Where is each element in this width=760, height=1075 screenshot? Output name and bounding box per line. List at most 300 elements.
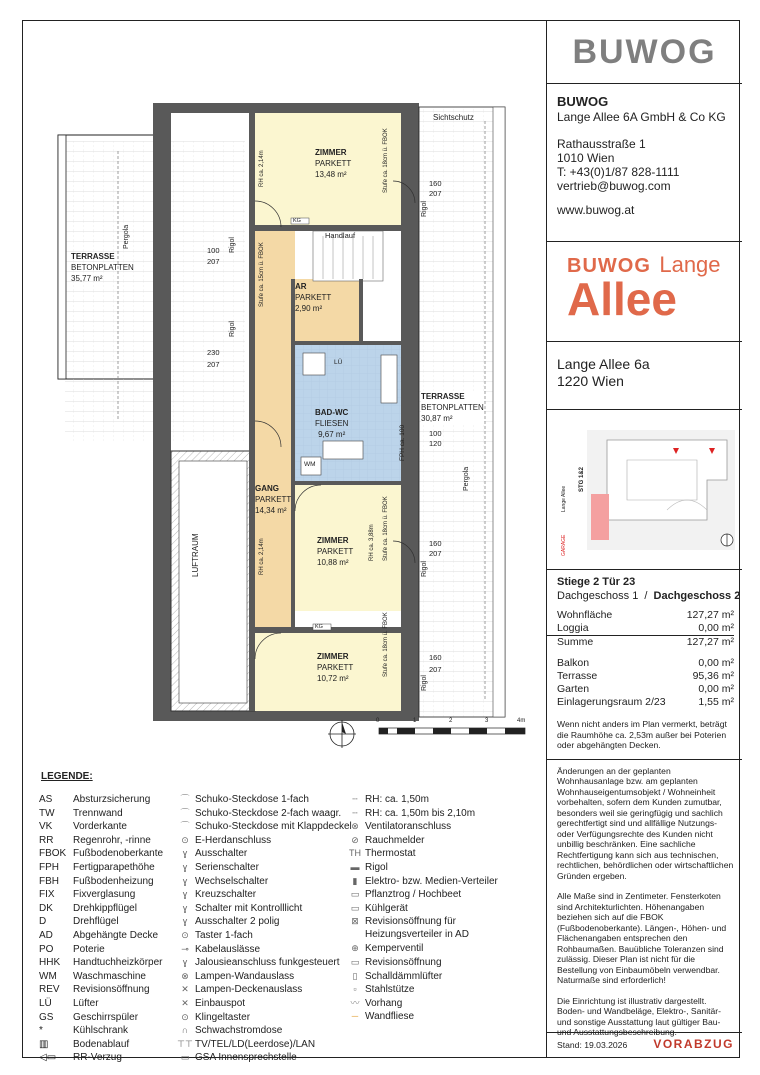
legend-row bbox=[345, 820, 515, 834]
legend-text: Absturzsicherung bbox=[73, 794, 151, 805]
legend-text: Bodenablauf bbox=[73, 1038, 130, 1050]
legend-row bbox=[345, 942, 515, 956]
legend-text: Ausschalter 2 polig bbox=[195, 916, 280, 928]
legend-row bbox=[175, 1011, 352, 1025]
legend-text: Stahlstütze bbox=[365, 984, 415, 996]
room-name: ZIMMER bbox=[317, 536, 349, 545]
north-arrow-icon bbox=[328, 720, 356, 748]
area-value: 95,36 m² bbox=[692, 670, 734, 682]
label-stufe-1: Stufe ca. 18cm ü. FBOK bbox=[383, 128, 389, 193]
legend-row bbox=[39, 1024, 163, 1038]
legend-row bbox=[345, 861, 515, 875]
legend-code: ▥ bbox=[39, 1038, 49, 1050]
area-value: 0,00 m² bbox=[698, 683, 734, 695]
info-sidebar bbox=[546, 21, 742, 1057]
plan-label-sichtschutz: Sichtschutz bbox=[433, 113, 474, 122]
legend-row bbox=[345, 807, 515, 821]
legend-text: Fixverglasung bbox=[73, 889, 136, 901]
legend-row bbox=[39, 997, 163, 1011]
room-floor: PARKETT bbox=[317, 663, 354, 672]
note-room-height: Wenn nicht anders im Plan vermerkt, beträgt die Raumhöhe ca. 2,53m außer bei Poterien oder abgehängten Decken. bbox=[547, 719, 742, 760]
legend-text: Vorderkante bbox=[73, 821, 127, 833]
legend-electrical bbox=[175, 793, 352, 1065]
legend-text: Thermostat bbox=[365, 848, 416, 860]
legend-symbol-icon: ▭ bbox=[350, 956, 360, 967]
legend-row bbox=[39, 943, 163, 957]
draft-stamp: VORABZUG bbox=[653, 1037, 734, 1051]
legend-other bbox=[345, 793, 515, 1024]
legend-row bbox=[39, 983, 163, 997]
legend-row bbox=[175, 956, 352, 970]
dim-207-right-2: 207 bbox=[429, 549, 442, 558]
legend-row bbox=[175, 902, 352, 916]
legend-symbol-icon: ▮ bbox=[352, 875, 358, 886]
legend-code: GS bbox=[39, 1011, 54, 1023]
legend-text: Schalldämmlüfter bbox=[365, 970, 443, 982]
legend-row bbox=[175, 1024, 352, 1038]
room-name: ZIMMER bbox=[315, 148, 347, 157]
legend-text: Schalter mit Kontrolllicht bbox=[195, 902, 303, 914]
label-pergola-left: Pergola bbox=[123, 224, 130, 249]
buwog-logo-section bbox=[547, 21, 742, 84]
legend-text: Lüfter bbox=[73, 997, 99, 1009]
legend-symbol-icon: ɣ bbox=[182, 957, 188, 968]
project-address-section bbox=[547, 342, 742, 410]
legend-text: Elektro- bzw. Medien-Verteiler bbox=[365, 875, 498, 887]
project-logo-section bbox=[547, 242, 742, 342]
legend-row bbox=[175, 929, 352, 943]
legend-text: RH: ca. 1,50m bis 2,10m bbox=[365, 807, 476, 819]
legend-text: RR-Verzug bbox=[73, 1052, 122, 1064]
plan-date: Stand: 19.03.2026 bbox=[557, 1040, 628, 1050]
legend-row bbox=[175, 847, 352, 861]
room-label-bad-wc bbox=[315, 407, 348, 440]
buwog-logo: BUWOG bbox=[572, 33, 717, 71]
legend-row bbox=[175, 970, 352, 984]
legend-row bbox=[345, 888, 515, 902]
site-plan-map bbox=[547, 410, 742, 570]
room-area: 14,34 m² bbox=[255, 506, 287, 515]
legend-text: Ausschalter bbox=[195, 848, 248, 860]
label-kg-2: KG bbox=[315, 624, 323, 630]
unit-level-current: Dachgeschoss 2 bbox=[653, 590, 741, 602]
legend-row bbox=[175, 943, 352, 957]
legend-row bbox=[345, 847, 515, 861]
legend-symbol-icon: 〰 bbox=[350, 997, 360, 1008]
legend-code: FBOK bbox=[39, 848, 67, 860]
room-area: 30,87 m² bbox=[421, 414, 453, 423]
legend bbox=[35, 769, 545, 1064]
dim-207-left: 207 bbox=[207, 257, 220, 266]
legend-code: * bbox=[39, 1025, 43, 1037]
legend-text: Fußbodenoberkante bbox=[73, 848, 164, 860]
legend-text: Kreuzschalter bbox=[195, 889, 257, 901]
company-street: Rathausstraße 1 bbox=[557, 137, 646, 151]
area-label: Terrasse bbox=[557, 670, 598, 682]
outer-wall-left bbox=[153, 103, 171, 479]
legend-row bbox=[345, 956, 515, 970]
scale-label-1: 1 bbox=[413, 718, 417, 724]
area-value: 0,00 m² bbox=[698, 622, 734, 634]
area-value: 1,55 m² bbox=[698, 696, 734, 708]
unit-level-separator: / bbox=[644, 590, 648, 602]
project-logo-lange: Lange bbox=[659, 252, 721, 277]
scale-bar bbox=[379, 728, 525, 734]
room-name: BAD-WC bbox=[315, 408, 349, 417]
room-area: 10,88 m² bbox=[317, 558, 349, 567]
legend-row bbox=[39, 1038, 163, 1052]
legend-symbol-icon: ɣ bbox=[182, 848, 188, 859]
legend-text: Trennwand bbox=[73, 807, 123, 819]
legend-code: DK bbox=[39, 902, 53, 914]
site-plan-section bbox=[547, 410, 742, 570]
legend-text: Schuko-Steckdose 1-fach bbox=[195, 794, 309, 805]
dim-100-left: 100 bbox=[207, 246, 220, 255]
legend-text: TV/TEL/LD(Leerdose)/LAN bbox=[195, 1038, 316, 1050]
legend-code: FBH bbox=[39, 875, 59, 887]
legend-symbol-icon: ▯ bbox=[352, 970, 358, 981]
area-row bbox=[547, 696, 742, 709]
room-floor: PARKETT bbox=[315, 159, 352, 168]
legend-code: TW bbox=[39, 807, 55, 819]
dim-207-left-2: 207 bbox=[207, 360, 220, 369]
legend-code: WM bbox=[39, 970, 57, 982]
legend-symbol-icon: ɣ bbox=[182, 902, 188, 913]
legend-code: RR bbox=[39, 834, 54, 846]
legend-row bbox=[39, 875, 163, 889]
legend-code: AD bbox=[39, 929, 53, 941]
room-label-terrasse-left bbox=[71, 251, 134, 284]
legend-text: Revisionsöffnung für Heizungsverteiler in AD bbox=[365, 916, 469, 941]
legend-row bbox=[39, 861, 163, 875]
legend-row bbox=[175, 875, 352, 889]
legend-code: D bbox=[39, 916, 47, 928]
area-row bbox=[547, 636, 742, 649]
label-rh-gang: RH ca. 2,14m bbox=[259, 538, 265, 575]
area-row bbox=[547, 609, 742, 622]
room-area: 10,72 m² bbox=[317, 674, 349, 683]
legend-text: Fertigparapethöhe bbox=[73, 861, 155, 873]
room-label-gang bbox=[255, 483, 291, 516]
plan-label-luftraum: LUFTRAUM bbox=[191, 533, 200, 577]
room-name: AR bbox=[295, 282, 307, 291]
room-area: 13,48 m² bbox=[315, 170, 347, 179]
company-email[interactable]: vertrieb@buwog.com bbox=[557, 179, 671, 193]
project-logo-buwog: BUWOG bbox=[567, 255, 651, 277]
company-web[interactable]: www.buwog.at bbox=[557, 203, 635, 217]
area-row bbox=[547, 683, 742, 696]
legend-code: PO bbox=[39, 943, 54, 955]
area-label: Wohnfläche bbox=[557, 609, 613, 621]
scale-label-4: 4m bbox=[517, 718, 526, 724]
scale-label-2: 2 bbox=[449, 718, 453, 724]
legend-row bbox=[345, 915, 515, 942]
legend-text: Waschmaschine bbox=[73, 970, 146, 982]
legend-symbol-icon: ▭ bbox=[180, 1052, 190, 1063]
legend-row bbox=[345, 970, 515, 984]
legend-row bbox=[345, 875, 515, 889]
label-rigol-5: Rigol bbox=[421, 675, 428, 691]
legend-text: Revisionsöffnung bbox=[365, 956, 442, 968]
legend-text: Schuko-Steckdose mit Klappdeckel bbox=[195, 821, 352, 833]
legend-text: Abgehängte Decke bbox=[73, 929, 159, 941]
note-measures: Alle Maße sind in Zentimeter. Fensterkoten sind Architekturlichten. Höhenangaben beziehen sich auf die FBOK (Fußbodenoberkante). Längen-, Höhen- und Flächenangaben entsprechen den Rohbaumaßen. Bauübliche Toleranzen sind zulässig. Dieser Plan ist nicht für die Bestellung von Einbaumöbeln verwendbar. Naturmaße sind erforderlich! bbox=[557, 891, 727, 985]
area-label: Loggia bbox=[557, 622, 589, 634]
legend-symbol-icon: ⊸ bbox=[181, 943, 189, 954]
note-illustration: Die Einrichtung ist illustrativ dargestellt. Boden- und Wandbeläge, Elektro-, Sanitär- und sonstige Ausstattung laut gültiger Bau- und Ausstattungsbeschreibung. bbox=[557, 995, 722, 1037]
legend-row bbox=[175, 888, 352, 902]
legend-text: Wechselschalter bbox=[195, 875, 269, 887]
area-label: Einlagerungsraum 2/23 bbox=[557, 696, 666, 708]
outer-wall-top bbox=[153, 103, 419, 113]
label-lu: LÜ bbox=[334, 359, 343, 366]
legend-text: Schuko-Steckdose 2-fach waagr. bbox=[195, 807, 342, 819]
legend-text: Kühlschrank bbox=[73, 1025, 129, 1037]
label-rh-zimmer1: RH ca. 2,14m bbox=[259, 150, 265, 187]
legend-code: REV bbox=[39, 984, 60, 996]
legend-text: Klingeltaster bbox=[195, 1011, 251, 1023]
site-label-stg: STG 1&2 bbox=[579, 466, 585, 492]
legend-code: ◁▭ bbox=[39, 1052, 57, 1064]
legend-abbreviations bbox=[39, 793, 163, 1065]
unit-levels bbox=[547, 589, 742, 603]
room-floor: PARKETT bbox=[295, 293, 332, 302]
legend-row bbox=[345, 834, 515, 848]
legend-row bbox=[175, 834, 352, 848]
legend-text: Regenrohr, -rinne bbox=[73, 834, 151, 846]
project-address-line1: Lange Allee 6a bbox=[557, 356, 650, 372]
legend-code: LÜ bbox=[39, 997, 52, 1009]
note-changes: Änderungen an der geplanten Wohnhausanlage bzw. am geplanten Wohnhauseigentumsobjekt / Wohneinheit vorbehalten, sofern dem Kunden zumutbar, besonders weil sie geringfügig und sachlich gerechtfertigt sind und allfällige Nutzungs- oder Verfügungsrechte des Kunden nicht unbillig beschränken. Eine sachliche Rechtfertigung kann sich aus technischen, rechtlichen, behördlichen oder wirtschaftlichen Gründen ergeben. bbox=[557, 765, 734, 881]
legend-row bbox=[175, 997, 352, 1011]
legend-text: RH: ca. 1,50m bbox=[365, 794, 429, 805]
area-row bbox=[547, 622, 734, 636]
site-label-garage: GARAGE bbox=[561, 534, 567, 556]
room-area: 35,77 m² bbox=[71, 274, 103, 283]
area-label: Garten bbox=[557, 683, 590, 695]
room-floor: PARKETT bbox=[317, 547, 354, 556]
legend-symbol-icon: ⊙ bbox=[181, 929, 189, 940]
legend-text: GSA Innensprechstelle bbox=[195, 1052, 297, 1064]
legend-code: FIX bbox=[39, 889, 55, 901]
room-floor: BETONPLATTEN bbox=[71, 263, 134, 272]
legend-title: LEGENDE: bbox=[41, 771, 93, 782]
room-label-zimmer-3 bbox=[317, 651, 353, 684]
room-name: TERRASSE bbox=[421, 392, 465, 401]
legend-symbol-icon: ⊤⊤ bbox=[177, 1038, 193, 1049]
legend-symbol-icon: ɣ bbox=[182, 875, 188, 886]
legend-text: Lampen-Wandauslass bbox=[195, 970, 295, 982]
legend-symbol-icon: TH bbox=[349, 848, 361, 859]
floor-plan-drawing bbox=[23, 21, 545, 757]
legend-symbol-icon: ⊗ bbox=[351, 821, 359, 832]
legend-row bbox=[175, 807, 352, 821]
plan-label-handlauf: Handlauf bbox=[325, 231, 356, 240]
legend-row bbox=[39, 1011, 163, 1025]
room-floor: PARKETT bbox=[255, 495, 292, 504]
room-name: TERRASSE bbox=[71, 252, 115, 261]
legend-text: Einbauspot bbox=[195, 997, 246, 1009]
label-rigol-3: Rigol bbox=[421, 201, 428, 217]
footer-stamp bbox=[547, 1032, 742, 1057]
legend-text: Drehflügel bbox=[73, 916, 119, 928]
legend-symbol-icon: ɣ bbox=[182, 889, 188, 900]
legend-row bbox=[175, 1051, 352, 1065]
legend-text: Drehkippflügel bbox=[73, 902, 137, 914]
legend-text: Kemperventil bbox=[365, 943, 424, 955]
legend-text: Serienschalter bbox=[195, 861, 259, 873]
area-value: 0,00 m² bbox=[698, 657, 734, 669]
legend-text: Kabelauslässe bbox=[195, 943, 261, 955]
legend-row bbox=[345, 983, 515, 997]
legend-symbol-icon: ⊙ bbox=[181, 834, 189, 845]
legend-row bbox=[39, 970, 163, 984]
site-label-street: Lange Allee bbox=[561, 485, 567, 512]
area-row bbox=[547, 670, 742, 683]
legend-text: Jalousieanschluss funkgesteuert bbox=[195, 957, 340, 969]
legend-row bbox=[175, 983, 352, 997]
legend-row bbox=[39, 915, 163, 929]
legend-symbol-icon: ⌒ bbox=[180, 794, 190, 804]
label-kg-1: KG bbox=[293, 218, 301, 224]
legend-symbol-icon: ⊕ bbox=[351, 943, 359, 954]
project-logo bbox=[567, 252, 721, 325]
unit-title: Stiege 2 Tür 23 bbox=[557, 576, 636, 588]
legend-row bbox=[39, 888, 163, 902]
label-rigol-2: Rigol bbox=[229, 321, 236, 337]
legend-text: Revisionsöffnung bbox=[73, 984, 150, 996]
legend-code: VK bbox=[39, 821, 53, 833]
label-fph: FPH ca. 100 bbox=[399, 424, 406, 461]
legend-symbol-icon: ▬ bbox=[350, 861, 360, 872]
unit-info-section bbox=[547, 570, 742, 1037]
room-label-zimmer-1 bbox=[315, 147, 351, 180]
legend-symbol-icon: ɣ bbox=[182, 916, 188, 927]
room-label-terrasse-right bbox=[421, 391, 484, 424]
unit-level-1: Dachgeschoss 1 bbox=[557, 590, 639, 602]
room-area: 9,67 m² bbox=[318, 430, 346, 439]
legend-text: Wandfliese bbox=[365, 1011, 415, 1023]
legend-symbol-icon: ⊠ bbox=[351, 916, 359, 927]
legend-symbol-icon: ⌒ bbox=[180, 807, 190, 818]
outer-wall-right bbox=[401, 103, 419, 721]
legend-row bbox=[39, 929, 163, 943]
legend-symbol-icon: ∩ bbox=[181, 1025, 189, 1036]
highlighted-building bbox=[591, 494, 609, 540]
room-label-zimmer-2 bbox=[317, 535, 353, 568]
dim-230-left: 230 bbox=[207, 348, 220, 357]
legend-symbol-icon: ▫ bbox=[353, 984, 357, 995]
area-value: 127,27 m² bbox=[686, 636, 734, 648]
legend-text: Rigol bbox=[365, 861, 388, 873]
legend-text: Handtuchheizkörper bbox=[73, 957, 163, 969]
legend-code: FPH bbox=[39, 861, 59, 873]
legend-code: HHK bbox=[39, 957, 61, 969]
area-row bbox=[547, 657, 742, 670]
legend-symbol-icon: ▭ bbox=[350, 902, 360, 913]
dim-207-right-1: 207 bbox=[429, 189, 442, 198]
legend-row bbox=[39, 807, 163, 821]
legend-row bbox=[175, 793, 352, 807]
legend-text: Rauchmelder bbox=[365, 834, 425, 846]
company-city: 1010 Wien bbox=[557, 151, 615, 165]
room-name: ZIMMER bbox=[317, 652, 349, 661]
legend-row bbox=[345, 1010, 515, 1024]
legend-row bbox=[39, 820, 163, 834]
company-full: Lange Allee 6A GmbH & Co KG bbox=[557, 110, 726, 124]
dim-100-right: 100 bbox=[429, 429, 442, 438]
legend-row bbox=[39, 847, 163, 861]
dim-160-right-2: 160 bbox=[429, 539, 442, 548]
legend-row bbox=[345, 997, 515, 1011]
legend-row bbox=[39, 1051, 163, 1065]
room-floor: FLIESEN bbox=[315, 419, 349, 428]
company-name: BUWOG bbox=[557, 94, 609, 109]
legend-row bbox=[175, 820, 352, 834]
label-pergola-right: Pergola bbox=[463, 466, 470, 491]
label-wm: WM bbox=[304, 461, 316, 468]
legend-row bbox=[39, 834, 163, 848]
room-floor: BETONPLATTEN bbox=[421, 403, 484, 412]
legend-symbol-icon: ┄ bbox=[352, 794, 358, 804]
legend-code: AS bbox=[39, 794, 53, 805]
legend-symbol-icon: ✕ bbox=[181, 984, 189, 995]
legend-row bbox=[345, 793, 515, 807]
unit-area-table bbox=[547, 609, 742, 709]
legend-row bbox=[39, 902, 163, 916]
label-rigol-4: Rigol bbox=[421, 561, 428, 577]
label-stufe-3: Stufe ca. 18cm ü. FBOK bbox=[383, 496, 389, 561]
legend-symbol-icon: ⌒ bbox=[180, 821, 190, 832]
legend-text: Taster 1-fach bbox=[195, 929, 253, 941]
legend-symbol-icon: ✕ bbox=[181, 997, 189, 1008]
legend-text: Vorhang bbox=[365, 997, 403, 1009]
legend-row bbox=[39, 956, 163, 970]
floor-plan bbox=[23, 21, 545, 757]
legend-symbol-icon: ▭ bbox=[350, 889, 360, 900]
legend-symbol-icon: ⊘ bbox=[351, 834, 359, 845]
legend-row bbox=[39, 793, 163, 807]
label-rh-zimmer2: RH ca. 3,88m bbox=[369, 524, 375, 561]
legend-row bbox=[345, 902, 515, 916]
legend-text: Lampen-Deckenauslass bbox=[195, 984, 303, 996]
dim-160-right-1: 160 bbox=[429, 179, 442, 188]
scale-label-3: 3 bbox=[485, 718, 489, 724]
legend-row bbox=[175, 861, 352, 875]
dim-207-right-3: 207 bbox=[429, 665, 442, 674]
area-label: Summe bbox=[557, 636, 594, 648]
legend-text: Kühlgerät bbox=[365, 902, 408, 914]
legend-text: Schwachstromdose bbox=[195, 1025, 283, 1037]
legend-symbol-icon: ⊙ bbox=[181, 1011, 189, 1022]
label-rigol-1: Rigol bbox=[229, 237, 236, 253]
room-area: 2,90 m² bbox=[295, 304, 323, 313]
legend-text: E-Herdanschluss bbox=[195, 834, 272, 846]
legend-text: Geschirrspüler bbox=[73, 1011, 139, 1023]
legend-symbol-icon: ─ bbox=[351, 1011, 359, 1022]
legend-text: Ventilatoranschluss bbox=[365, 821, 452, 833]
company-section bbox=[547, 84, 742, 242]
project-address-line2: 1220 Wien bbox=[557, 373, 624, 389]
legend-symbol-icon: ɣ bbox=[182, 861, 188, 872]
legend-text: Fußbodenheizung bbox=[73, 875, 154, 887]
room-label-ar bbox=[295, 281, 331, 314]
area-value: 127,27 m² bbox=[686, 609, 734, 621]
area-label: Balkon bbox=[557, 657, 590, 669]
legend-row bbox=[175, 915, 352, 929]
company-phone: T: +43(0)1/87 828-1111 bbox=[557, 165, 680, 179]
label-stufe-4: Stufe ca. 18cm ü. FBOK bbox=[383, 612, 389, 677]
